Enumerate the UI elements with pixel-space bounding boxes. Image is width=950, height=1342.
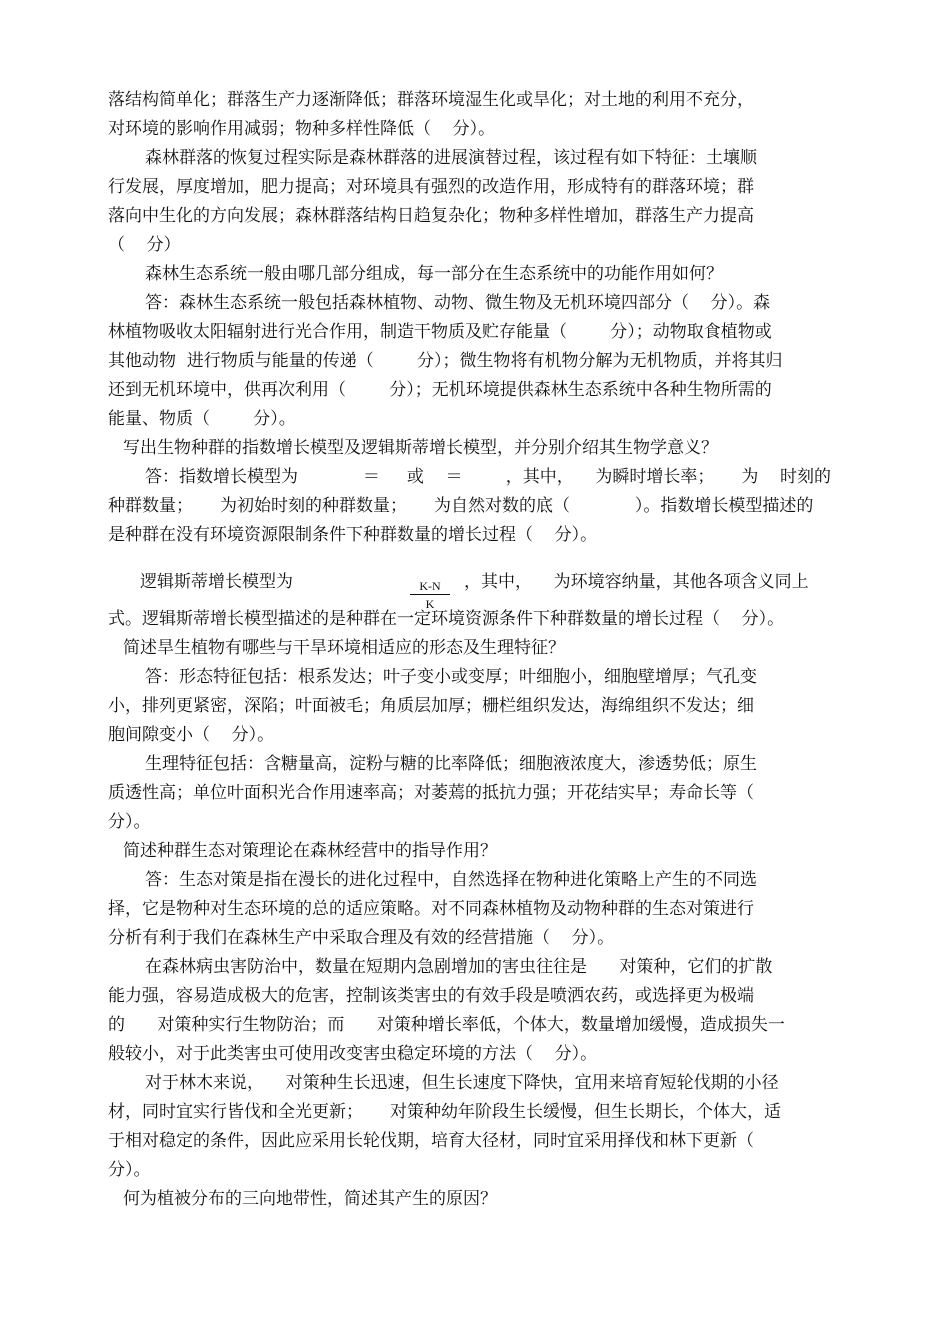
text-line: 择，它是物种对生态环境的总的适应策略。对不同森林植物及动物种群的生态对策进行 (108, 899, 754, 919)
text-line: 质透性高；单位叶面积光合作用速率高；对萎蔫的抵抗力强；开花结实早；寿命长等（ (108, 783, 754, 803)
text-line: 的 对策种实行生物防治；而 对策种增长率低，个体大，数量增加缓慢，造成损失一 (108, 1015, 785, 1035)
text-line: 对于林木来说， 对策种生长迅速，但生长速度下降快，宜用来培育短轮伐期的小径 (145, 1073, 779, 1093)
text-line: （ 分） (108, 235, 181, 255)
text-line: 落向中生化的方向发展；森林群落结构日趋复杂化；物种多样性增加，群落生产力提高 (108, 206, 754, 226)
text-line: 般较小，对于此类害虫可使用改变害虫稳定环境的方法（ 分）。 (108, 1044, 598, 1064)
fraction-bar (410, 594, 450, 595)
text-line: 答：森林生态系统一般包括森林植物、动物、微生物及无机环境四部分（ 分）。森 (145, 293, 771, 313)
text-line: 其他动物 进行物质与能量的传递（ 分）；微生物将有机物分解为无机物质，并将其归 (108, 351, 783, 371)
text-line: 分）。 (108, 1160, 151, 1180)
text-line: 森林生态系统一般由哪几部分组成，每一部分在生态系统中的功能作用如何？ (145, 264, 723, 284)
text-line: 种群数量； 为初始时刻的种群数量； 为自然对数的底（ ）。指数增长模型描述的 (108, 496, 814, 516)
text-line: 答：生态对策是指在漫长的进化过程中，自然选择在物种进化策略上产生的不同选 (145, 870, 757, 890)
text-line: 还到无机环境中，供再次利用（ 分）；无机环境提供森林生态系统中各种生物所需的 (108, 380, 772, 400)
text-line: 分）。 (108, 812, 151, 832)
text-line: 能量、物质（ 分）。 (108, 409, 296, 429)
text-line: 材，同时宜实行皆伐和全光更新； 对策种幼年阶段生长缓慢，但生长期长，个体大，适 (108, 1102, 782, 1122)
text-line: 行发展，厚度增加，肥力提高；对环境具有强烈的改造作用，形成特有的群落环境；群 (108, 177, 754, 197)
text-line: 是种群在没有环境资源限制条件下种群数量的增长过程（ 分）。 (108, 525, 598, 545)
text-line: 何为植被分布的三向地带性，简述其产生的原因？ (123, 1189, 497, 1209)
text-line: ，其中， 为环境容纳量，其他各项含义同上 (464, 572, 809, 592)
text-line: 答：形态特征包括：根系发达；叶子变小或变厚；叶细胞小，细胞壁增厚；气孔变 (145, 667, 757, 687)
fraction-numerator: K-N (419, 579, 441, 593)
text-line: 在森林病虫害防治中，数量在短期内急剧增加的害虫往往是 对策种，它们的扩散 (145, 957, 773, 977)
text-line: 简述种群生态对策理论在森林经营中的指导作用？ (123, 841, 497, 861)
text-line: 分析有利于我们在森林生产中采取合理及有效的经营措施（ 分）。 (108, 928, 615, 948)
text-line: 落结构简单化；群落生产力逐渐降低；群落环境湿生化或旱化；对土地的利用不充分， (108, 90, 754, 110)
text-line: 简述旱生植物有哪些与干旱环境相适应的形态及生理特征？ (123, 638, 565, 658)
text-line: 小，排列更紧密，深陷；叶面被毛；角质层加厚；栅栏组织发达，海绵组织不发达；细 (108, 696, 754, 716)
text-line: 写出生物种群的指数增长模型及逻辑斯蒂增长模型，并分别介绍其生物学意义？ (123, 438, 718, 458)
text-line: 生理特征包括：含糖量高，淀粉与糖的比率降低；细胞液浓度大，渗透势低；原生 (145, 754, 757, 774)
logistic-fraction (410, 579, 450, 611)
text-line: 林植物吸收太阳辐射进行光合作用，制造干物质及贮存能量（ 分）；动物取食植物或 (108, 322, 772, 342)
text-line: 答：指数增长模型为 ＝ 或 ＝ ，其中， 为瞬时增长率； 为 时刻的 (145, 467, 831, 487)
text-line: 能力强，容易造成极大的危害，控制该类害虫的有效手段是喷洒农药，或选择更为极端 (108, 986, 754, 1006)
text-line: 森林群落的恢复过程实际是森林群落的进展演替过程，该过程有如下特征：土壤顺 (145, 148, 757, 168)
text-line: 对环境的影响作用减弱；物种多样性降低（ 分）。 (108, 119, 496, 139)
text-line: 胞间隙变小（ 分）。 (108, 725, 275, 745)
text-line: 逻辑斯蒂增长模型为 (140, 572, 293, 592)
text-line: 于相对稳定的条件，因此应采用长轮伐期，培育大径材，同时宜采用择伐和林下更新（ (108, 1131, 754, 1151)
text-line: 式。逻辑斯蒂增长模型描述的是种群在一定环境资源条件下种群数量的增长过程（ 分）。 (108, 609, 785, 629)
fraction-denominator: K (425, 597, 435, 611)
